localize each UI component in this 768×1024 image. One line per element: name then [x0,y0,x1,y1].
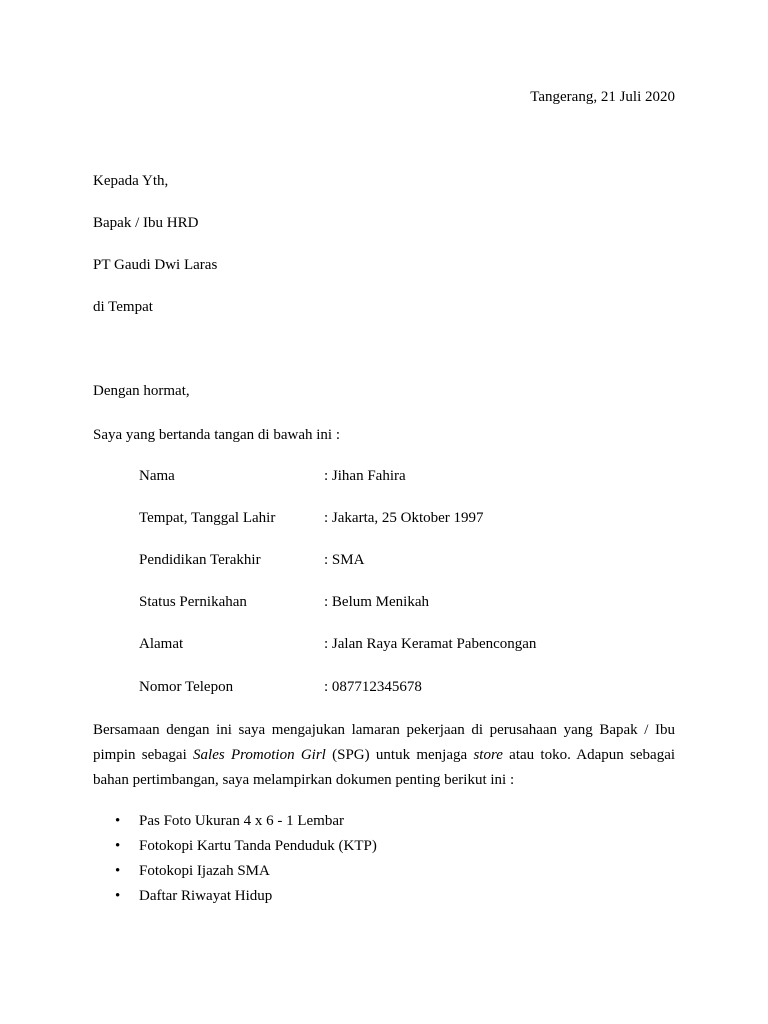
attachment-text: Pas Foto Ukuran 4 x 6 - 1 Lembar [139,813,344,829]
body-line-1: Bersamaan dengan ini saya mengajukan lamaran pekerjaan di perusahaan yang Bapak / Ibu [93,722,675,738]
bullet-icon: • [115,888,121,904]
field-label-nama: Nama [139,468,175,484]
bullet-icon: • [115,863,121,879]
body-line-2 [93,743,675,768]
body-term-spg: Sales Promotion Girl [193,747,326,763]
list-item [93,837,377,862]
body-paragraph [93,718,675,793]
field-label-status: Status Pernikahan [139,594,247,610]
attachment-text: Fotokopi Kartu Tanda Penduduk (KTP) [139,838,377,854]
place-date: Tangerang, 21 Juli 2020 [530,89,675,105]
body-term-store: store [473,747,503,763]
list-item [93,812,377,837]
recipient-location: di Tempat [93,299,153,315]
bullet-icon: • [115,813,121,829]
list-item [93,887,377,912]
attachment-text: Fotokopi Ijazah SMA [139,863,270,879]
recipient-salutation: Kepada Yth, [93,173,169,189]
attachment-list [93,812,377,912]
recipient-company: PT Gaudi Dwi Laras [93,257,218,273]
field-label-ttl: Tempat, Tanggal Lahir [139,510,276,526]
field-value-ttl: : Jakarta, 25 Oktober 1997 [324,510,484,526]
greeting: Dengan hormat, [93,383,190,399]
bullet-icon: • [115,838,121,854]
list-item [93,862,377,887]
recipient-title: Bapak / Ibu HRD [93,215,199,231]
intro-text: Saya yang bertanda tangan di bawah ini : [93,427,341,443]
field-value-telepon: : 087712345678 [324,679,422,695]
field-label-alamat: Alamat [139,636,184,652]
body-line-2-b: (SPG) untuk menjaga [325,747,474,763]
attachment-text: Daftar Riwayat Hidup [139,888,273,904]
field-value-pendidikan: : SMA [324,552,365,568]
field-value-nama: : Jihan Fahira [324,468,406,484]
field-value-alamat: : Jalan Raya Keramat Pabencongan [324,636,537,652]
field-label-pendidikan: Pendidikan Terakhir [139,552,261,568]
field-label-telepon: Nomor Telepon [139,679,234,695]
body-line-2-c: atau toko. Adapun sebagai [502,747,676,763]
body-line-3: bahan pertimbangan, saya melampirkan dokumen penting berikut ini : [93,772,515,788]
body-line-2-a: pimpin sebagai [93,747,194,763]
field-value-status: : Belum Menikah [324,594,429,610]
